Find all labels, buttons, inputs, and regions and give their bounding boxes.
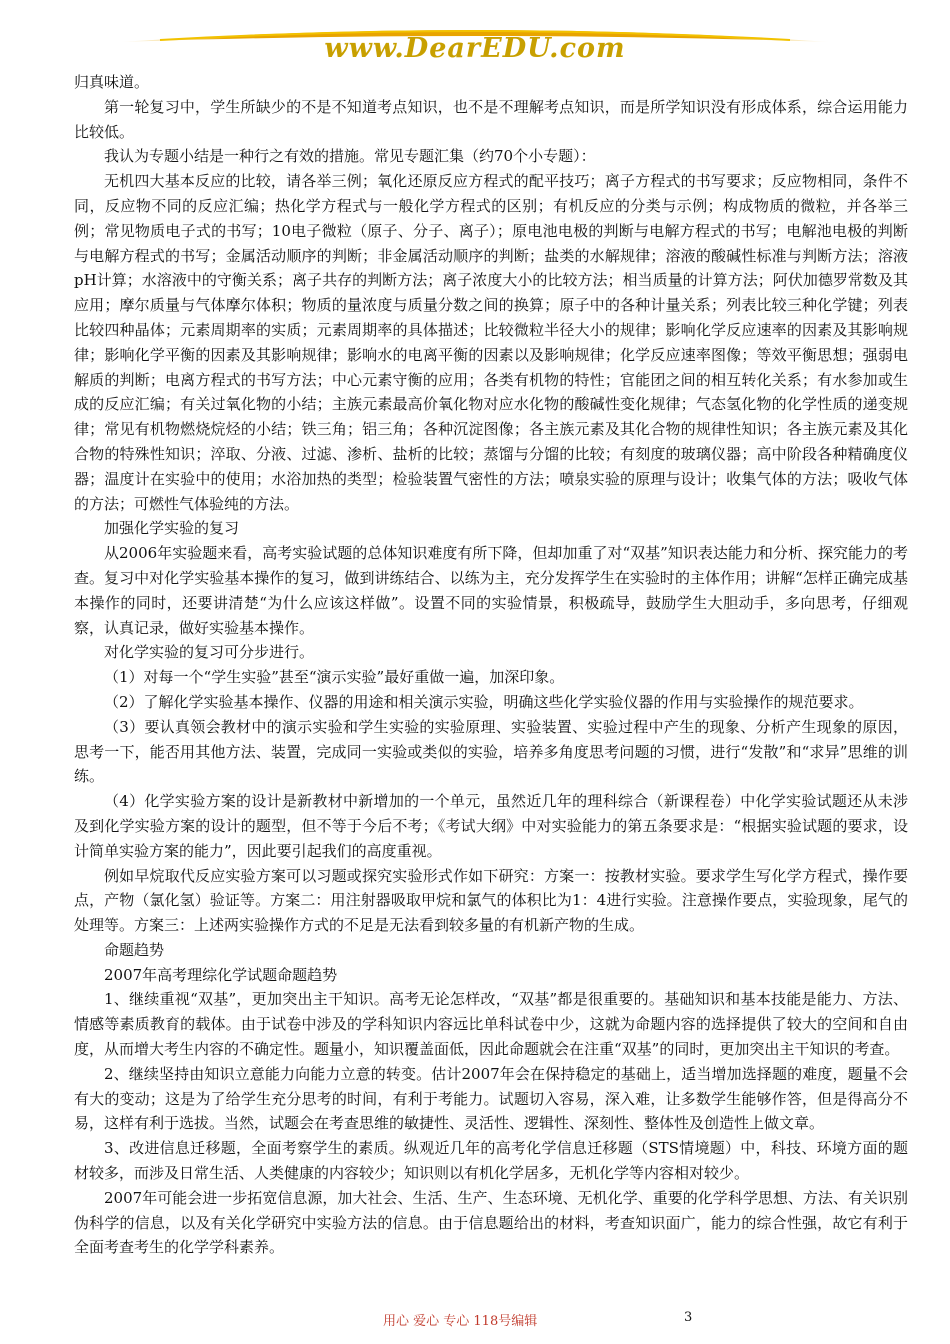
paragraph: 例如早烷取代反应实验方案可以习题或探究实验形式作如下研究：方案一：按教材实验。要求学生写化学方程式，操作要点，产物（氯化氢）验证等。方案二：用注射器吸取甲烷和氯气的体积比为1：4进行实验。注意操作要点，实验现象，尾气的处理等。方案三：上述两实验操作方式的不足是无法看到较多量的有机新产物的生成。 — [74, 866, 908, 935]
paragraph: 对化学实验的复习可分步进行。 — [104, 643, 315, 662]
paragraph: 归真味道。 — [74, 73, 150, 91]
list-item: （3）要认真领会教材中的演示实验和学生实验的实验原理、实验装置、实验过程中产生的现象、分析产生现象的原因，思考一下，能否用其他方法、装置，完成同一实验或类似的实验，培养多角度思考问题的习惯，进行“发散”和“求异”思维的训练。 — [74, 717, 908, 786]
paragraph: 2、继续坚持由知识立意能力向能力立意的转变。估计2007年会在保持稳定的基础上，适当增加选择题的难度，题量不会有大的变动；这是为了给学生充分思考的时间，有利于考能力。试题切入容易，深入难，让多数学生能够作答，但是得高分不易，这样有利于选拔。当然，试题会在考查思维的敏捷性、灵活性、逻辑性、深刻性、整体性及创造性上做文章。 — [74, 1064, 908, 1133]
page-header — [0, 0, 950, 66]
paragraph: 1、继续重视“双基”，更加突出主干知识。高考无论怎样改，“双基”都是很重要的。基础知识和基本技能是能力、方法、情感等素质教育的载体。由于试卷中涉及的学科知识内容远比单科试卷中少，这就为命题内容的选择提供了较大的空间和自由度，从而增大考生内容的不确定性。题量小，知识覆盖面低，因此命题就会在注重“双基”的同时，更加突出主干知识的考查。 — [74, 990, 908, 1059]
page-footer — [0, 1310, 950, 1334]
list-item: （1）对每一个“学生实验”甚至“演示实验”最好重做一遍，加深印象。 — [104, 668, 565, 687]
footer-tagline: 用心 爱心 专心 118号编辑 — [383, 1314, 538, 1329]
site-logo-text[interactable]: www.DearEDU.com — [324, 33, 626, 64]
section-heading: 加强化学实验的复习 — [104, 519, 240, 538]
paragraph: 无机四大基本反应的比较，请各举三例；氧化还原反应方程式的配平技巧；离子方程式的书写要求；反应物相同，条件不同，反应物不同的反应汇编；热化学方程式与一般化学方程式的区别；有机反应的分类与示例；构成物质的微粒，并各举三例；常见物质电子式的书写；10电子微粒（原子、分子、离子）；原电池电极的判断与电解方程式的书写；电解池电极的判断与电解方程式的书写；金属活动顺序的判断；非金属活动顺序的判断；盐类的水解规律；溶液的酸碱性标准与判断方法；溶液pH计算；水溶液中的守衡关系；离子共存的判断方法；离子浓度大小的比较方法；相当质量的计算方法；阿伏加德罗常数及其应用；摩尔质量与气体摩尔体积；物质的量浓度与质量分数之间的换算；原子中的各种计量关系；列表比较三种化学键；列表比较四种晶体；元素周期率的实质；元素周期率的具体描述；比较微粒半径大小的规律；影响化学反应速率的因素及其影响规律；影响化学平衡的因素及其影响规律；影响水的电离平衡的因素以及影响规律；化学反应速率图像；等效平衡思想；强弱电解质的判断；电离方程式的书写方法；中心元素守衡的应用；各类有机物的特性；官能团之间的相互转化关系；有水参加或生成的反应汇编；有关过氧化物的小结；主族元素最高价氧化物对应水化物的酸碱性变化规律；气态氢化物的化学性质的递变规律；常见有机物燃烧烷烃的小结；铁三角；铝三角；各种沉淀图像；各主族元素及其化合物的规律性知识；各主族元素及其化合物的特殊性知识；淬取、分液、过滤、渗析、盐析的比较；蒸馏与分馏的比较；有刻度的玻璃仪器；高中阶段各种精确度仪器；温度计在实验中的使用；水浴加热的类型；检验装置气密性的方法；喷泉实验的原理与设计；收集气体的方法；吸收气体的方法；可燃性气体验纯的方法。 — [74, 172, 908, 513]
document-body — [74, 70, 908, 1260]
paragraph: 第一轮复习中，学生所缺少的不是不知道考点知识，也不是不理解考点知识，而是所学知识没有形成体系，综合运用能力比较低。 — [74, 97, 908, 141]
paragraph: 3、改进信息迁移题，全面考察学生的素质。纵观近几年的高考化学信息迁移题（STS情境题）中，科技、环境方面的题材较多，而涉及日常生活、人类健康的内容较少；知识则以有机化学居多，无机化学等内容相对较少。 — [74, 1139, 908, 1183]
page-number: 3 — [684, 1310, 693, 1325]
paragraph: 从2006年实验题来看，高考实验试题的总体知识难度有所下降，但却加重了对“双基”知识表达能力和分析、探究能力的考查。复习中对化学实验基本操作的复习，做到讲练结合、以练为主，充分发挥学生在实验时的主体作用；讲解“怎样正确完成基本操作的同时，还要讲清楚“为什么应该这样做”。设置不同的实验情景，积极疏导，鼓励学生大胆动手，多向思考，仔细观察，认真记录，做好实验基本操作。 — [74, 544, 908, 637]
paragraph: 2007年可能会进一步拓宽信息源，加大社会、生活、生产、生态环境、无机化学、重要的化学科学思想、方法、有关识别伪科学的信息，以及有关化学研究中实验方法的信息。由于信息题给出的材料，考查知识面广，能力的综合性强，故它有利于全面考查考生的化学学科素养。 — [74, 1188, 908, 1257]
list-item: （4）化学实验方案的设计是新教材中新增加的一个单元，虽然近几年的理科综合（新课程卷）中化学实验试题还从未涉及到化学实验方案的设计的题型，但不等于今后不考；《考试大纲》中对实验能力的第五条要求是：“根据实验试题的要求，设计简单实验方案的能力”，因此要引起我们的高度重视。 — [74, 792, 908, 860]
section-heading: 命题趋势 — [104, 940, 165, 959]
list-item: （2）了解化学实验基本操作、仪器的用途和相关演示实验，明确这些化学实验仪器的作用与实验操作的规范要求。 — [104, 692, 864, 711]
paragraph: 我认为专题小结是一种行之有效的措施。常见专题汇集（约70个小专题）： — [104, 147, 596, 166]
section-heading: 2007年高考理综化学试题命题趋势 — [104, 965, 338, 984]
